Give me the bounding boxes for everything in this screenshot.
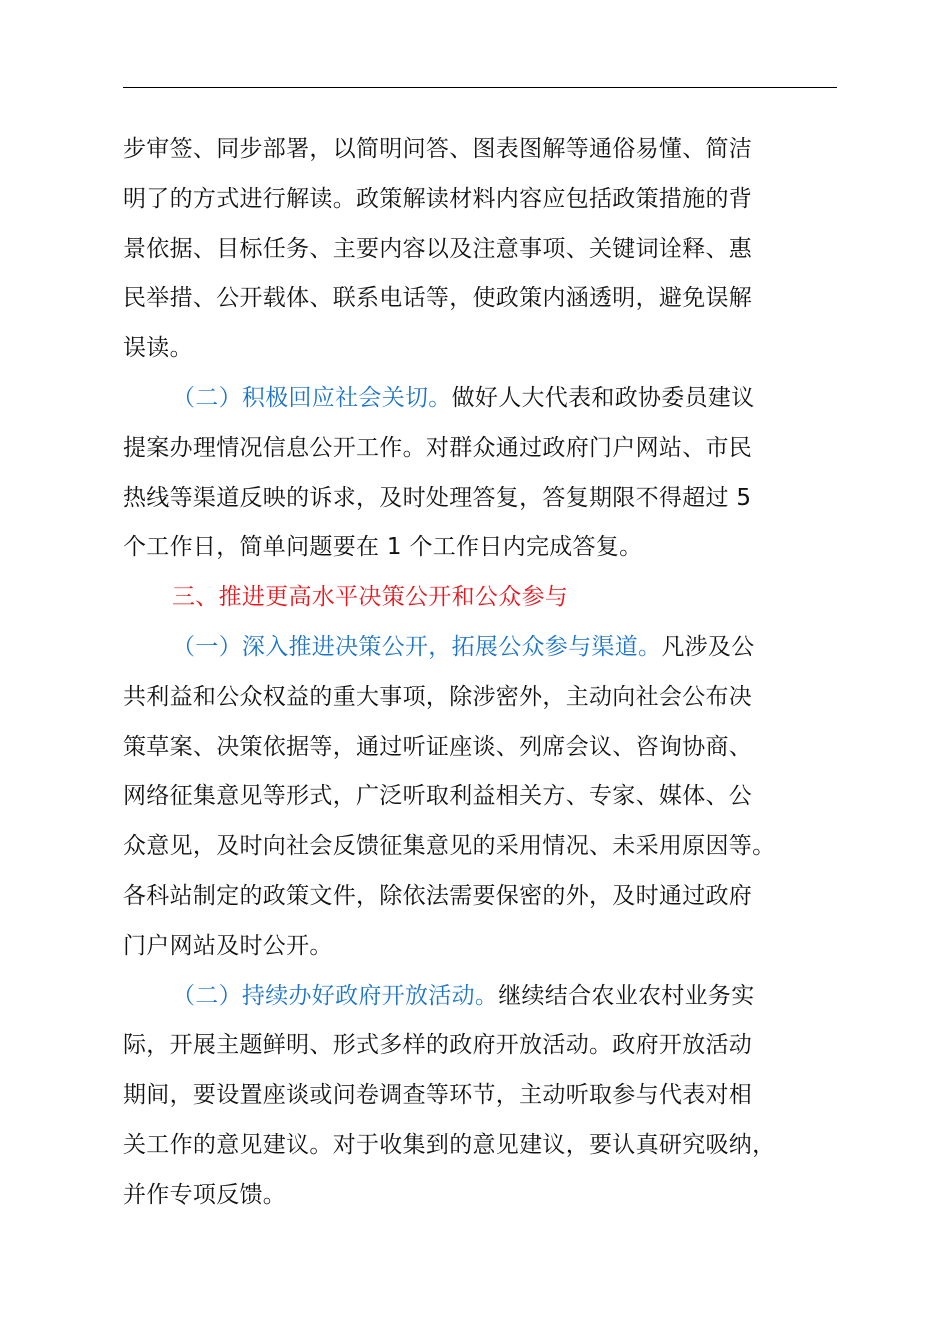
text-line: 明了的方式进行解读。政策解读材料内容应包括政策措施的背 (123, 185, 753, 212)
text-line: 期间，要设置座谈或问卷调查等环节，主动听取参与代表对相 (123, 1082, 753, 1109)
text-line: 关工作的意见建议。对于收集到的意见建议，要认真研究吸纳， (123, 1131, 776, 1158)
text-line: 各科站制定的政策文件，除依法需要保密的外，及时通过政府 (123, 882, 753, 909)
text-line: 门户网站及时公开。 (123, 932, 333, 959)
subheading: （二）积极回应社会关切。 (172, 384, 452, 411)
document-body (123, 125, 858, 1221)
text-line (123, 374, 858, 424)
text-line: 共利益和公众权益的重大事项，除涉密外，主动向社会公布决 (123, 683, 753, 710)
text-line: 步审签、同步部署，以简明问答、图表图解等通俗易懂、简洁 (123, 136, 753, 162)
subheading: （二）持续办好政府开放活动。 (172, 982, 499, 1009)
text-line: 景依据、目标任务、主要内容以及注意事项、关键词诠释、惠 (123, 235, 753, 262)
header-rule (123, 87, 837, 88)
text-line: 误读。 (123, 335, 193, 362)
text-line: 策草案、决策依据等，通过听证座谈、列席会议、咨询协商、 (123, 733, 753, 760)
text-line (123, 972, 858, 1022)
text-line: 提案办理情况信息公开工作。对群众通过政府门户网站、市民 (123, 434, 753, 461)
text-line: 际，开展主题鲜明、形式多样的政府开放活动。政府开放活动 (123, 1032, 753, 1059)
paragraph-policy-interpretation (123, 125, 858, 374)
text-line: 民举措、公开载体、联系电话等，使政策内涵透明，避免误解 (123, 285, 753, 312)
text-line: 热线等渠道反映的诉求，及时处理答复，答复期限不得超过 5 (123, 484, 752, 511)
text-line: 众意见，及时向社会反馈征集意见的采用情况、未采用原因等。 (123, 833, 776, 860)
text-run: 继续结合农业农村业务实 (498, 982, 755, 1009)
subheading: （一）深入推进决策公开，拓展公众参与渠道。 (172, 633, 662, 660)
paragraph-open-government-activities (123, 972, 858, 1221)
text-line: 网络征集意见等形式，广泛听取利益相关方、专家、媒体、公 (123, 783, 753, 810)
text-line: 并作专项反馈。 (123, 1181, 287, 1208)
paragraph-decision-openness (123, 623, 858, 972)
text-line (123, 623, 858, 673)
text-run: 做好人大代表和政协委员建议 (451, 384, 755, 411)
paragraph-respond-social-concerns (123, 374, 858, 573)
text-run: 凡涉及公 (661, 633, 755, 660)
section-heading: 三、推进更高水平决策公开和公众参与 (172, 584, 569, 611)
text-line: 个工作日，简单问题要在 1 个工作日内完成答复。 (123, 534, 643, 561)
